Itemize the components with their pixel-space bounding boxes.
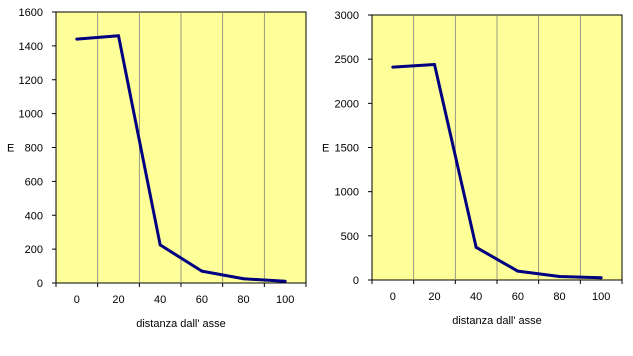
x-tick-label: 20 — [112, 294, 125, 306]
y-axis-title: E — [7, 142, 15, 155]
x-tick-label: 40 — [470, 291, 483, 303]
y-tick-label: 1000 — [334, 186, 359, 199]
x-axis-title: distanza dall' asse — [136, 318, 226, 330]
y-tick-label: 1400 — [18, 40, 43, 53]
data-point — [159, 243, 162, 246]
x-tick-label: 0 — [73, 294, 80, 306]
y-tick-label: 0 — [352, 275, 359, 287]
x-tick-label: 60 — [511, 291, 524, 303]
data-point — [200, 270, 203, 273]
x-tick-label: 20 — [428, 291, 441, 303]
data-point — [600, 276, 603, 279]
x-tick-label: 80 — [237, 294, 250, 306]
x-axis-title: distanza dall' asse — [452, 315, 542, 327]
x-tick-label: 80 — [553, 291, 566, 303]
data-point — [117, 34, 120, 37]
x-tick-label: 0 — [389, 291, 396, 303]
x-tick-label: 40 — [154, 294, 167, 306]
y-tick-label: 1200 — [18, 74, 43, 87]
y-tick-label: 1600 — [18, 7, 43, 19]
y-tick-label: 0 — [36, 278, 43, 290]
y-tick-label: 800 — [24, 142, 43, 155]
y-tick-label: 400 — [24, 210, 43, 223]
y-tick-label: 1500 — [334, 142, 359, 155]
data-point — [516, 270, 519, 273]
x-tick-label: 60 — [195, 294, 208, 306]
y-tick-label: 600 — [24, 176, 43, 189]
chart-right — [322, 10, 622, 327]
y-tick-label: 500 — [340, 230, 359, 243]
chart-left — [7, 7, 306, 330]
data-point — [391, 66, 394, 69]
y-tick-label: 3000 — [334, 10, 359, 22]
data-point — [433, 63, 436, 66]
y-tick-label: 1000 — [18, 108, 43, 121]
y-axis-title: E — [322, 142, 330, 155]
y-tick-label: 200 — [24, 244, 43, 257]
x-tick-label: 100 — [275, 294, 295, 306]
y-tick-label: 2500 — [334, 54, 359, 67]
data-point — [475, 246, 478, 249]
x-tick-label: 100 — [591, 291, 611, 303]
data-point — [558, 275, 561, 278]
data-point — [242, 277, 245, 280]
y-tick-label: 2000 — [334, 98, 359, 111]
data-point — [75, 38, 78, 41]
data-point — [284, 280, 287, 283]
